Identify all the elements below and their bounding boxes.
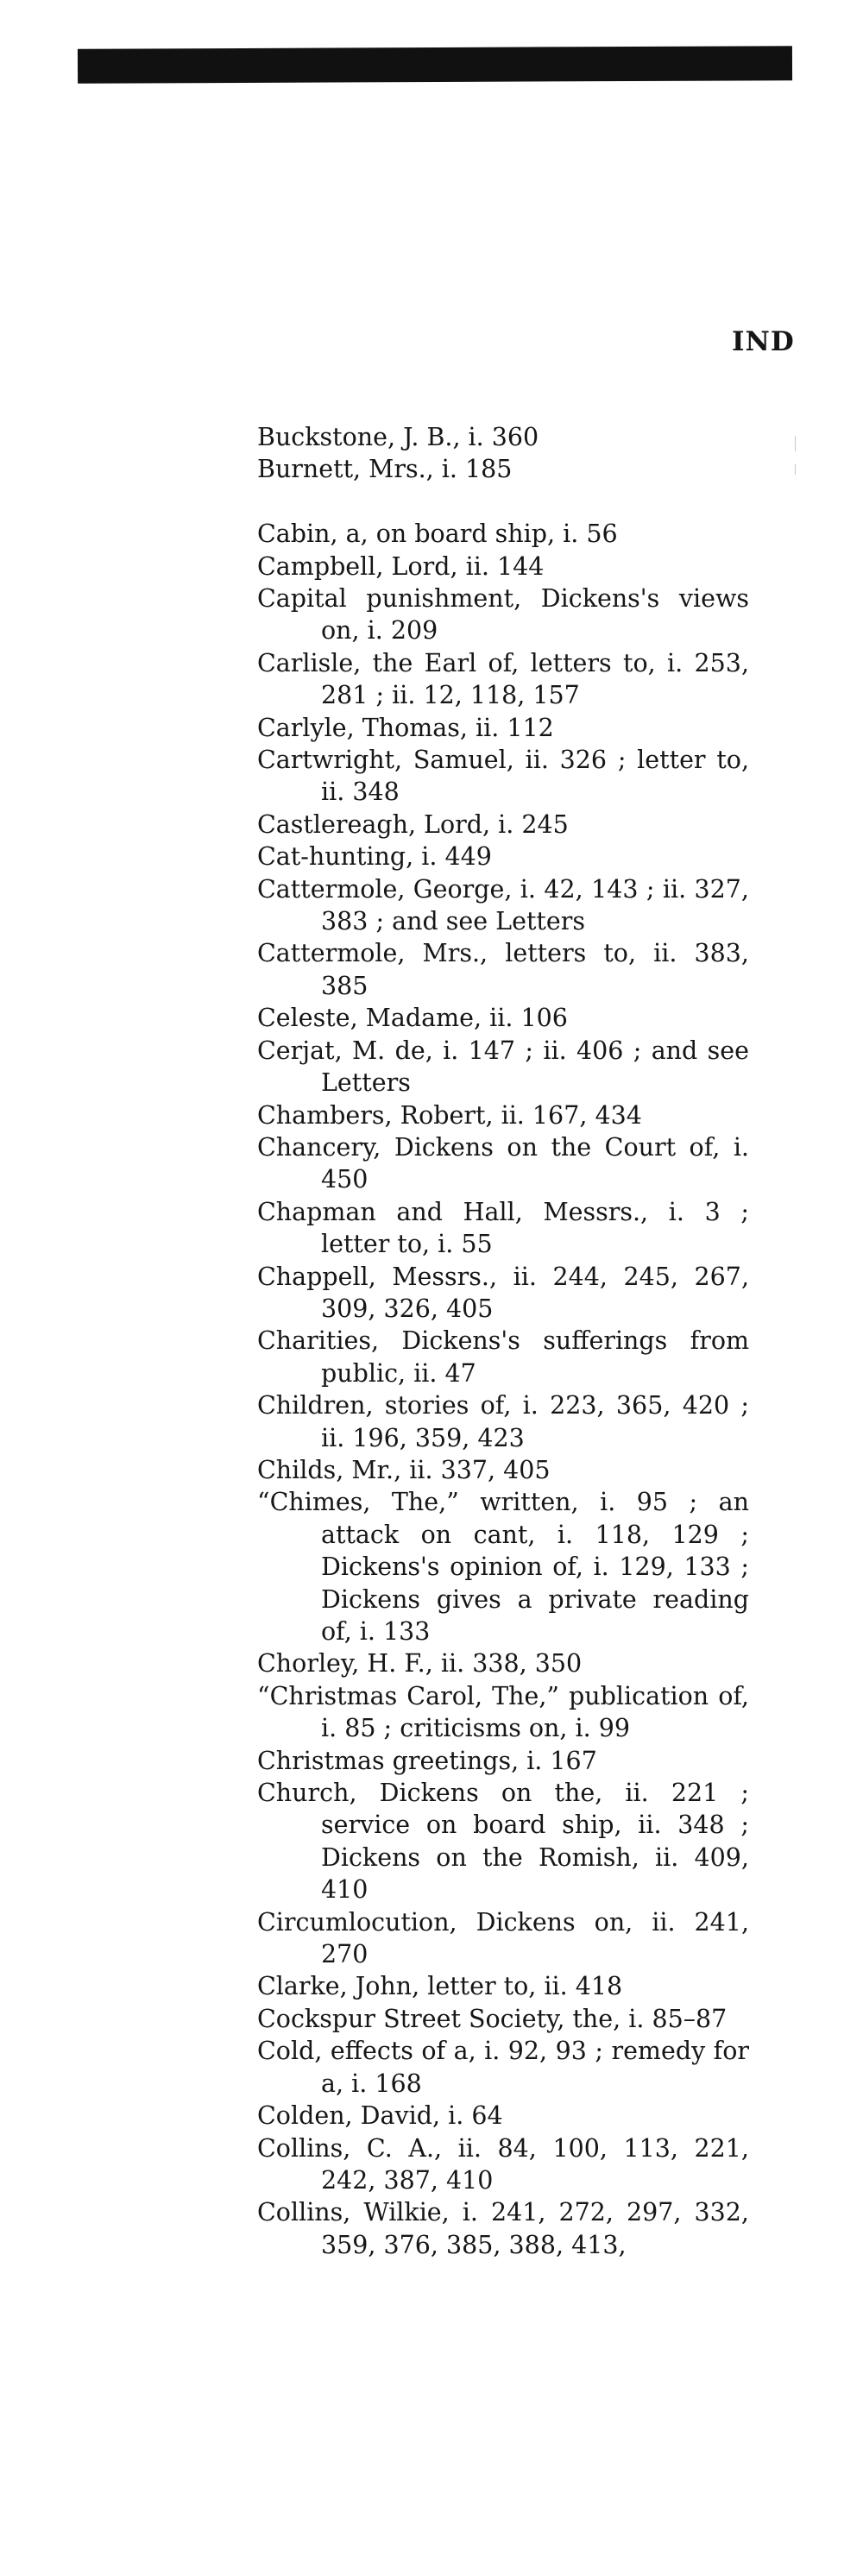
index-entry: Campbell, Lord, ii. 144 — [257, 551, 545, 581]
index-entry: Chapman and Hall, Messrs., i. 3 ; letter to, i. 55 — [257, 1197, 749, 1259]
index-entry: Charities, Dickens's sufferings from public, ii. 47 — [257, 1326, 749, 1388]
running-head: IND — [732, 326, 795, 357]
index-entry: Castlereagh, Lord, i. 245 — [257, 809, 569, 839]
index-entry: Childs, Mr., ii. 337, 405 — [257, 1455, 551, 1484]
index-entry: Christmas greetings, i. 167 — [257, 1746, 597, 1775]
top-rule — [78, 46, 792, 84]
index-entry: Cerjat, M. de, i. 147 ; ii. 406 ; and see Letters — [257, 1036, 749, 1098]
index-entry: Capital punishment, Dickens's views on, i. 209 — [257, 584, 749, 646]
index-entry: Collins, Wilkie, i. 241, 272, 297, 332, 359, 376, 385, 388, 413, — [257, 2198, 749, 2259]
index-entry: Cattermole, Mrs., letters to, ii. 383, 385 — [257, 939, 749, 1000]
index-entry: Cold, effects of a, i. 92, 93 ; remedy for a, i. 168 — [257, 2037, 749, 2098]
index-column — [257, 421, 749, 2261]
index-entry: Celeste, Madame, ii. 106 — [257, 1004, 568, 1033]
index-entry: Chancery, Dickens on the Court of, i. 450 — [257, 1132, 749, 1194]
index-entry: Buckstone, J. B., i. 360 — [257, 423, 539, 451]
index-entry: Chappell, Messrs., ii. 244, 245, 267, 309, 326, 405 — [257, 1262, 749, 1323]
index-entry: Cabin, a, on board ship, i. 56 — [257, 520, 618, 549]
gutter-mark — [795, 464, 796, 475]
index-entry: Colden, David, i. 64 — [257, 2101, 503, 2131]
letter-group-gap — [257, 486, 749, 518]
index-entry: Carlisle, the Earl of, letters to, i. 253, 281 ; ii. 12, 118, 157 — [257, 648, 749, 710]
index-entry: Collins, C. A., ii. 84, 100, 113, 221, 242, 387, 410 — [257, 2133, 749, 2195]
index-entry: Cockspur Street Society, the, i. 85–87 — [257, 2004, 728, 2033]
index-entry: Carlyle, Thomas, ii. 112 — [257, 713, 554, 742]
gutter-mark — [795, 436, 796, 451]
index-entry: “Christmas Carol, The,” publication of, i. 85 ; criticisms on, i. 99 — [257, 1681, 749, 1743]
index-entry: Chambers, Robert, ii. 167, 434 — [257, 1100, 642, 1130]
index-entry: Circumlocution, Dickens on, ii. 241, 270 — [257, 1907, 749, 1969]
index-entry: Chorley, H. F., ii. 338, 350 — [257, 1649, 583, 1678]
index-entry: Children, stories of, i. 223, 365, 420 ; ii. 196, 359, 423 — [257, 1391, 749, 1452]
index-entry: Cartwright, Samuel, ii. 326 ; letter to, ii. 348 — [257, 746, 749, 807]
index-entry: Burnett, Mrs., i. 185 — [257, 455, 513, 484]
index-entry: Clarke, John, letter to, ii. 418 — [257, 1972, 623, 2001]
index-entry: Cattermole, George, i. 42, 143 ; ii. 327, 383 ; and see Letters — [257, 874, 749, 936]
index-entry: “Chimes, The,” written, i. 95 ; an attack on cant, i. 118, 129 ; Dickens's opinion of, i. 129, 133 ; Dickens gives a private reading of, i. 133 — [257, 1488, 749, 1647]
index-entry: Church, Dickens on the, ii. 221 ; service on board ship, ii. 348 ; Dickens on the Romish, ii. 409, 410 — [257, 1779, 749, 1905]
index-entry: Cat-hunting, i. 449 — [257, 842, 492, 872]
